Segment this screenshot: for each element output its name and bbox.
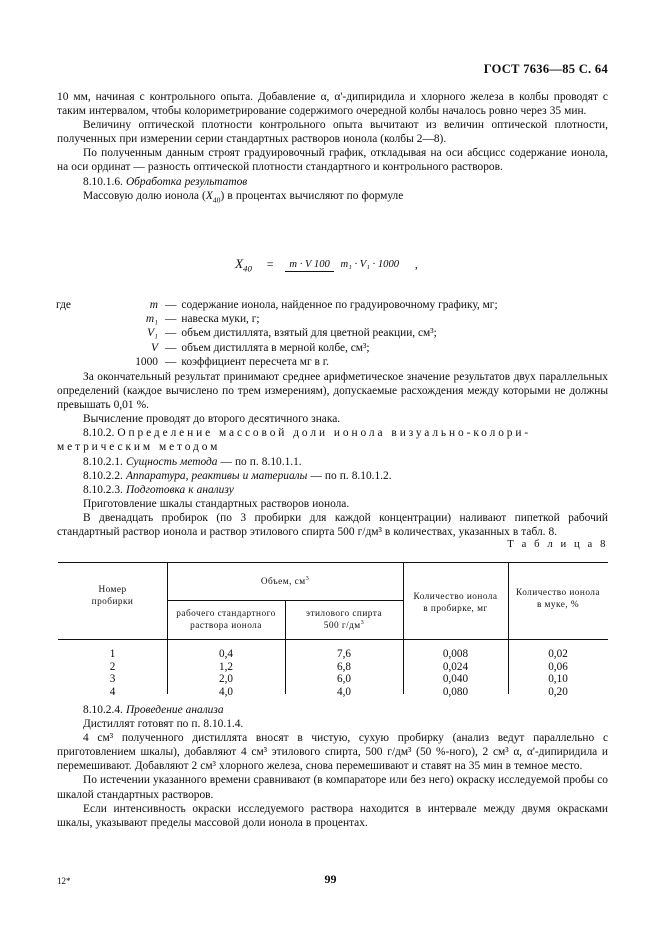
formula-variable-definitions xyxy=(57,298,608,369)
heading-8-10-2-4-number: 8.10.2.4. xyxy=(83,704,123,716)
table-8 xyxy=(58,562,608,698)
variable-row xyxy=(57,355,608,369)
formula-x40 xyxy=(235,256,418,272)
table-header-working-solution xyxy=(167,608,285,632)
formula-lhs-var: X xyxy=(235,256,244,271)
variable-description: содержание ионола, найденное по градуировочному графику, мг; xyxy=(181,299,498,311)
paragraph-analysis-procedure: 4 см³ полученного дистиллята вносят в чистую, сухую пробирку (анализ ведут параллельно с приготовлением шкалы), добавляют 4 см³ этилового спирта, 500 г/дм³ (50 %-ного), 2 см³ α, α'-дипиридила и перемешивают. Добавляют 2 см³ хлорного железа, снова перемешивают и ставят на 35 мин в темное место. xyxy=(57,732,608,773)
formula-numerator: m · V 100 xyxy=(285,259,333,272)
cell-working-solution: 4,0 xyxy=(219,685,233,698)
variable-row xyxy=(57,312,608,326)
heading-8-10-2-4 xyxy=(57,703,608,717)
variable-description: объем дистиллята, взятый для цветной реакции, см³; xyxy=(181,327,437,340)
variable-symbol: 1000 xyxy=(135,355,158,368)
table-body xyxy=(58,648,608,698)
table-header-amount-in-flour-l2: в муке, % xyxy=(536,600,580,611)
paragraph-intensity-range: Если интенсивность окраски исследуемого раствора находится в интервале между двумя окрасками шкалы, указывают пределы массовой доли ионола в процентах. xyxy=(57,802,608,829)
heading-8-10-1-6-number: 8.10.1.6. xyxy=(83,175,123,188)
cell-working-solution: 0,4 xyxy=(219,648,233,660)
formula-equals: = xyxy=(266,256,274,271)
heading-8-10-2-number: 8.10.2. xyxy=(83,427,115,440)
body-text-top xyxy=(57,90,608,203)
where-label: где xyxy=(56,299,71,311)
table-header-amount-in-flour-l1: Количество ионола xyxy=(516,588,600,598)
variable-row xyxy=(57,298,608,312)
table-header-amount-in-tube-l1: Количество ионола xyxy=(413,592,498,602)
paragraph-mass-fraction xyxy=(57,189,608,203)
page-number: 99 xyxy=(324,872,337,886)
table-header-amount-in-tube-l2: в пробирке, мг xyxy=(423,604,488,615)
mass-fraction-sub: 40 xyxy=(212,194,221,204)
variable-dash: — xyxy=(165,327,177,340)
variable-row xyxy=(57,326,608,340)
body-text-bottom xyxy=(57,703,608,830)
table-header-tube-number-l1: Номер xyxy=(98,585,127,595)
mass-fraction-post: ) в процентах вычисляют по формуле xyxy=(220,189,404,202)
variable-description: коэффициент пересчета мг в г. xyxy=(181,355,329,368)
cell-amount-in-tube: 0,024 xyxy=(442,660,469,673)
cell-amount-in-flour: 0,06 xyxy=(548,660,568,673)
cell-ethanol: 6,0 xyxy=(337,673,351,686)
cell-tube-number: 1 xyxy=(109,648,116,660)
heading-8-10-2-3-title: Подготовка к анализу xyxy=(125,483,234,496)
paragraph-comparison: По истечении указанного времени сравнивают (в компараторе или без него) окраску исследуемой пробы со шкалой стандартных растворов. xyxy=(57,774,608,801)
heading-8-10-2-title-cont xyxy=(57,440,608,454)
table-header-working-solution-l1: рабочего стандартного xyxy=(176,609,276,619)
heading-8-10-2-2-rest: — по п. 8.10.1.2. xyxy=(310,469,392,482)
heading-8-10-2-4-title: Проведение анализа xyxy=(125,704,224,716)
cell-tube-number: 3 xyxy=(109,673,116,686)
heading-8-10-2-1-rest: — по п. 8.10.1.1. xyxy=(220,455,302,468)
heading-8-10-2-3-number: 8.10.2.3. xyxy=(83,483,123,496)
cell-working-solution: 2,0 xyxy=(219,673,233,686)
heading-8-10-2-1-number: 8.10.2.1. xyxy=(83,455,123,468)
table-header-volume-group xyxy=(167,576,403,588)
table-header-amount-in-tube xyxy=(403,591,508,615)
cell-amount-in-tube: 0,008 xyxy=(442,648,469,660)
variable-dash: — xyxy=(165,341,177,354)
variable-row xyxy=(57,341,608,355)
table-row xyxy=(58,686,608,699)
heading-8-10-2-2-title: Аппаратура, реактивы и материалы xyxy=(125,469,308,482)
mass-fraction-var: X xyxy=(205,189,213,202)
variable-symbol: V xyxy=(151,341,158,354)
table-header-rule xyxy=(58,639,608,640)
variable-description: объем дистиллята в мерной колбе, см³; xyxy=(181,341,370,354)
cell-working-solution: 1,2 xyxy=(219,660,233,673)
formula-fraction xyxy=(285,259,403,270)
table-header-volume-group-label: Объем, $см^3$ xyxy=(260,574,310,587)
variable-dash: — xyxy=(165,355,177,368)
table-row xyxy=(58,673,608,686)
signature-mark: 12* xyxy=(57,876,71,886)
paragraph-twelve-tubes: В двенадцать пробирок (по 3 пробирки для каждой концентрации) наливают пипеткой рабочий стандартный раствор ионола и раствор этилового спирта 500 г/дм³ в количествах, указанных в табл. 8. xyxy=(57,511,608,539)
cell-tube-number: 2 xyxy=(109,660,116,673)
table-header-ethanol xyxy=(285,608,403,632)
paragraph-rounding: Вычисление проводят до второго десятичного знака. xyxy=(83,413,341,426)
variable-symbol: m₁ xyxy=(145,313,158,326)
cell-amount-in-flour: 0,02 xyxy=(548,648,568,660)
table-header-ethanol-l1: этилового спирта xyxy=(306,609,382,619)
cell-ethanol: 6,8 xyxy=(337,660,351,673)
table-header-tube-number xyxy=(58,584,167,608)
mass-fraction-pre: Массовую долю ионола ( xyxy=(83,189,206,202)
variable-symbol: m xyxy=(149,299,158,311)
paragraph-continuation: 10 мм, начиная с контрольного опыта. Добавление α, α'-дипиридила и хлорного железа в колбы проводят с таким интервалом, чтобы колориметрирование содержимого очередной колбы началось ровно через 35 мин. xyxy=(57,91,608,118)
formula-denominator: m₁ · V₁ · 1000 xyxy=(340,258,400,270)
table-row xyxy=(58,661,608,674)
heading-8-10-2-1 xyxy=(57,455,608,469)
table-header-amount-in-flour xyxy=(508,587,608,611)
paragraph-scale-preparation: Приготовление шкалы стандартных растворов ионола. xyxy=(83,497,350,510)
cell-amount-in-tube: 0,080 xyxy=(442,685,469,698)
variable-dash: — xyxy=(165,299,177,311)
formula-lhs xyxy=(235,256,252,272)
cell-ethanol: 4,0 xyxy=(337,685,351,698)
variable-dash: — xyxy=(165,313,177,326)
paragraph-distillate: Дистиллят готовят по п. 8.10.1.4. xyxy=(83,718,244,731)
heading-8-10-2 xyxy=(57,426,608,440)
formula-block xyxy=(57,256,608,272)
body-text-middle xyxy=(57,370,608,539)
heading-8-10-2-2 xyxy=(57,469,608,483)
paragraph-optical-density: Величину оптической плотности контрольного опыта вычитают из величин оптической плотности, полученных при измерении серии стандартных растворов ионола (колбы 2—8). xyxy=(57,119,608,146)
formula-trailing-comma: , xyxy=(414,256,418,271)
heading-8-10-1-6-title: Обработка результатов xyxy=(125,175,248,188)
running-head: ГОСТ 7636—85 С. 64 xyxy=(483,62,608,76)
table-header-tube-number-l2: пробирки xyxy=(91,597,134,608)
cell-amount-in-flour: 0,20 xyxy=(548,685,568,698)
heading-8-10-2-title2: метрическим методом xyxy=(57,441,221,454)
cell-amount-in-tube: 0,040 xyxy=(442,673,469,686)
formula-lhs-sub: 40 xyxy=(243,263,252,274)
table-caption: Т а б л и ц а 8 xyxy=(507,539,608,550)
table-header-ethanol-l2: 500 $г/дм^3$ xyxy=(323,619,365,632)
cell-amount-in-flour: 0,10 xyxy=(548,673,568,686)
paragraph-calibration-graph: По полученным данным строят градуировочный график, откладывая на оси абсцисс содержание ионола, на оси ординат — разность оптической плотности стандартного и контрольного растворов. xyxy=(57,147,608,174)
table-header-working-solution-l2: раствора ионола xyxy=(190,621,262,632)
heading-8-10-1-6 xyxy=(57,175,608,189)
heading-8-10-2-title: Определение массовой доли ионола визуально-колори- xyxy=(117,427,532,440)
cell-tube-number: 4 xyxy=(109,685,116,698)
heading-8-10-2-1-title: Сущность метода xyxy=(125,455,218,468)
cell-ethanol: 7,6 xyxy=(337,648,351,660)
paragraph-final-result: За окончательный результат принимают среднее арифметическое значение результатов двух параллельных определений (каждое вычислено по трем измерениям), допускаемые расхождения между которыми не должны превышать 0,01 %. xyxy=(57,371,608,412)
variable-symbol: V₁ xyxy=(147,327,158,340)
table-top-rule xyxy=(58,562,608,563)
variable-description: навеска муки, г; xyxy=(181,313,260,326)
table-row xyxy=(58,648,608,661)
heading-8-10-2-3 xyxy=(57,483,608,497)
heading-8-10-2-2-number: 8.10.2.2. xyxy=(83,469,123,482)
